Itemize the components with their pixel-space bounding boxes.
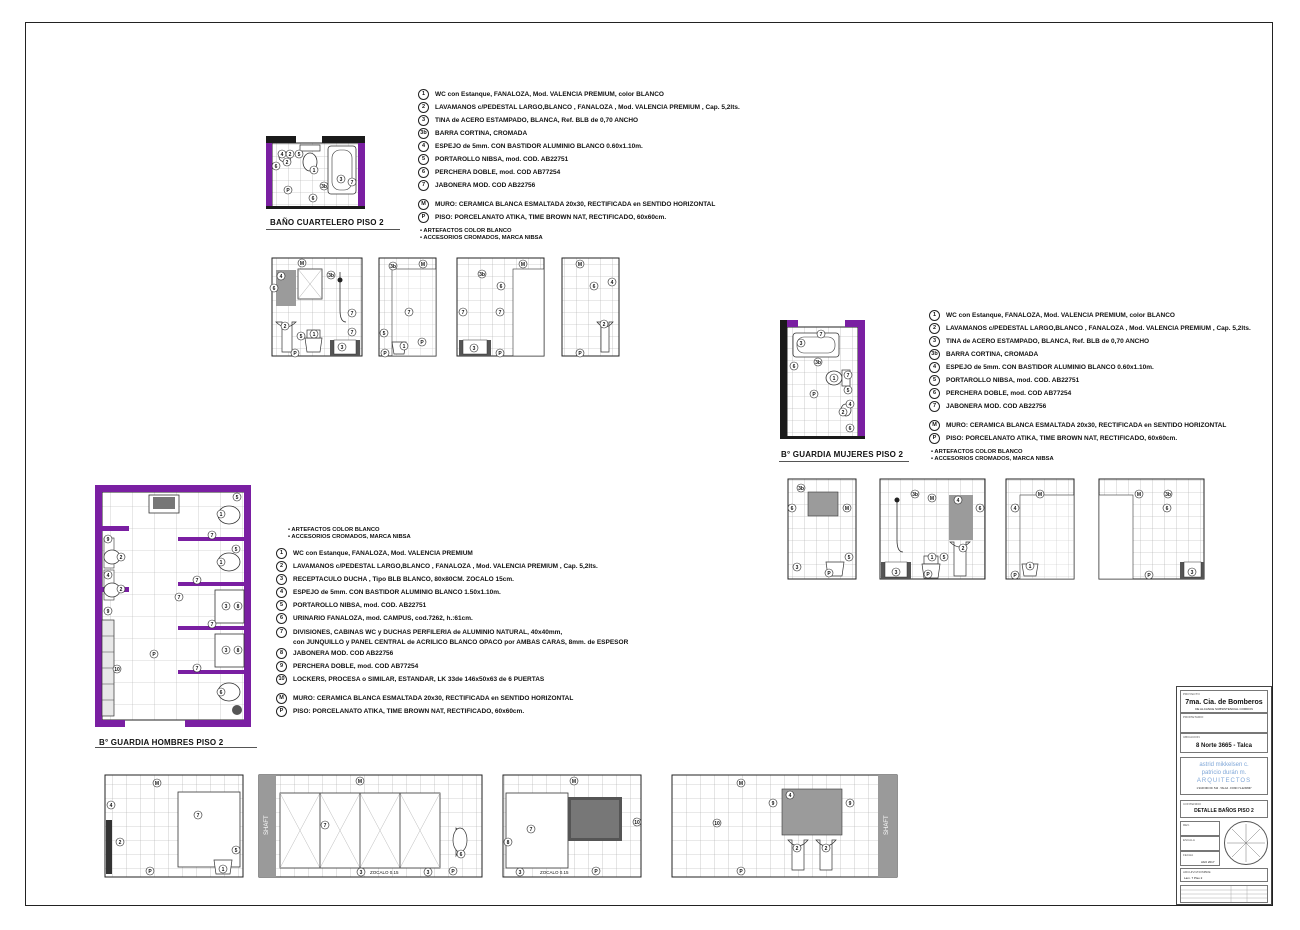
- svg-text:2: 2: [824, 846, 828, 852]
- svg-text:3: 3: [224, 604, 228, 610]
- svg-text:7: 7: [819, 332, 823, 338]
- architects-cell: [1180, 757, 1268, 795]
- svg-text:1: 1: [930, 555, 934, 561]
- zocalo-label: ZOCALO 0.15: [540, 870, 569, 875]
- svg-text:P: P: [739, 869, 743, 875]
- svg-text:P: P: [1013, 573, 1017, 579]
- svg-text:6: 6: [592, 284, 596, 290]
- svg-text:1: 1: [312, 332, 316, 338]
- svg-text:7: 7: [407, 310, 411, 316]
- svg-text:6: 6: [459, 852, 463, 858]
- legend-item: 7 JABONERA MOD. COD AB22756: [418, 179, 740, 192]
- svg-text:2: 2: [283, 324, 287, 330]
- svg-text:5: 5: [234, 848, 238, 854]
- address: 8 Norte 3665 - Talca: [1196, 743, 1252, 749]
- svg-text:9: 9: [848, 801, 852, 807]
- shaft-label: SHAFT: [264, 815, 270, 835]
- svg-text:P: P: [451, 869, 455, 875]
- owner-cell: PROPIETARIO: [1180, 713, 1268, 733]
- legend-item: 9 PERCHERA DOBLE, mod. COD AB77254: [276, 660, 628, 673]
- legend-item: 3b BARRA CORTINA, CROMADA: [418, 127, 740, 140]
- svg-text:3b: 3b: [390, 264, 396, 270]
- svg-text:6: 6: [499, 284, 503, 290]
- svg-text:9: 9: [106, 537, 110, 543]
- legend-cuartelero: [418, 88, 740, 242]
- architects-label: ARQUITECTOS: [1196, 778, 1252, 784]
- legend-item: 5 PORTAROLLO NIBSA, mod. COD. AB22751: [929, 374, 1251, 387]
- svg-text:2: 2: [119, 555, 123, 561]
- svg-text:P: P: [420, 340, 424, 346]
- title-underline: [779, 461, 909, 462]
- svg-text:M: M: [299, 261, 305, 267]
- note: • ACCESORIOS CROMADOS, MARCA NIBSA: [420, 235, 543, 241]
- svg-text:10: 10: [714, 821, 720, 827]
- compass-seal: [1224, 821, 1268, 865]
- legend-item: 2 LAVAMANOS c/PEDESTAL LARGO,BLANCO , FANALOZA , Mod. VALENCIA PREMIUM , Cap. 5,2lts.: [418, 101, 740, 114]
- svg-text:5: 5: [382, 331, 386, 337]
- svg-text:P: P: [1147, 573, 1151, 579]
- svg-text:3b: 3b: [815, 360, 821, 366]
- revisions-grid: [1181, 886, 1267, 902]
- finish-item: M MURO: CERAMICA BLANCA ESMALTADA 20x30, RECTIFICADA en SENTIDO HORIZONTAL: [929, 419, 1251, 432]
- svg-text:3: 3: [339, 177, 343, 183]
- svg-text:P: P: [293, 351, 297, 357]
- svg-text:7: 7: [529, 827, 533, 833]
- svg-text:7: 7: [323, 823, 327, 829]
- project-cell: PROYECTO 7ma. Cia. de Bomberos DE ALCANCE SUBSISTENCIAL CORDON: [1180, 690, 1268, 713]
- svg-text:1: 1: [1028, 564, 1032, 570]
- project-subtitle: DE ALCANCE SUBSISTENCIAL CORDON: [1195, 707, 1253, 711]
- svg-text:M: M: [1037, 492, 1043, 498]
- legend-item: 3b BARRA CORTINA, CROMADA: [929, 348, 1251, 361]
- svg-text:7: 7: [350, 330, 354, 336]
- svg-text:1: 1: [221, 867, 225, 873]
- note: • ACCESORIOS CROMADOS, MARCA NIBSA: [288, 534, 411, 540]
- legend-item: 4 ESPEJO de 5mm. CON BASTIDOR ALUMINIO BLANCO 0.60x1.10m.: [929, 361, 1251, 374]
- legend-item: 10 LOCKERS, PROCESA o SIMILAR, ESTANDAR, LK 33de 146x50x63 de 6 PUERTAS: [276, 673, 628, 686]
- svg-text:6: 6: [848, 426, 852, 432]
- svg-text:P: P: [286, 188, 290, 194]
- svg-text:4: 4: [956, 498, 960, 504]
- svg-text:M: M: [520, 262, 526, 268]
- revisions-table: [1180, 885, 1268, 903]
- legend-item: 1 WC con Estanque, FANALOZA, Mod. VALENCIA PREMIUM: [276, 547, 628, 560]
- svg-text:P: P: [594, 869, 598, 875]
- svg-text:3: 3: [894, 570, 898, 576]
- svg-text:P: P: [578, 351, 582, 357]
- svg-text:3: 3: [426, 870, 430, 876]
- svg-text:4: 4: [610, 280, 614, 286]
- legend-item: 1 WC con Estanque, FANALOZA, Mod. VALENCIA PREMIUM, color BLANCO: [929, 309, 1251, 322]
- svg-text:7: 7: [350, 311, 354, 317]
- svg-text:1: 1: [832, 376, 836, 382]
- legend-item: 6 URINARIO FANALOZA, mod. CAMPUS, cod.7262, h.:61cm.: [276, 612, 628, 625]
- plan-title-cuartelero: BAÑO CUARTELERO PISO 2: [270, 218, 384, 227]
- legend-item: 1 WC con Estanque, FANALOZA, Mod. VALENCIA PREMIUM, color BLANCO: [418, 88, 740, 101]
- svg-text:3: 3: [472, 346, 476, 352]
- svg-text:P: P: [148, 869, 152, 875]
- legend-item: 6 PERCHERA DOBLE, mod. COD AB77254: [418, 166, 740, 179]
- legend-item: 7 DIVISIONES, CABINAS WC y DUCHAS PERFILERIA de ALUMINIO NATURAL, 40x40mm,: [276, 627, 628, 638]
- legend-item-continuation: con JUNQUILLO y PANEL CENTRAL de ACRILICO BLANCO OPACO por AMBAS CARAS, 8mm. de ESPESOR: [293, 639, 629, 646]
- svg-text:P: P: [926, 572, 930, 578]
- svg-text:P: P: [383, 351, 387, 357]
- legend-item: 3 TINA de ACERO ESTAMPADO, BLANCA, Ref. BLB de 0,70 ANCHO: [418, 114, 740, 127]
- svg-text:2: 2: [961, 546, 965, 552]
- svg-text:M: M: [357, 779, 363, 785]
- svg-text:9: 9: [771, 801, 775, 807]
- finish-item: P PISO: PORCELANATO ATIKA, TIME BROWN NAT, RECTIFICADO, 60x60cm.: [276, 705, 628, 718]
- svg-text:5: 5: [299, 334, 303, 340]
- svg-text:5: 5: [297, 152, 301, 158]
- svg-text:1: 1: [312, 168, 316, 174]
- svg-text:5: 5: [942, 555, 946, 561]
- svg-text:10: 10: [114, 667, 120, 673]
- svg-text:6: 6: [792, 364, 796, 370]
- svg-text:7: 7: [846, 373, 850, 379]
- project-name: 7ma. Cia. de Bomberos: [1185, 699, 1263, 706]
- svg-text:3: 3: [224, 648, 228, 654]
- svg-text:4: 4: [109, 803, 113, 809]
- svg-text:2: 2: [795, 846, 799, 852]
- legend-item: 5 PORTAROLLO NIBSA, mod. COD. AB22751: [418, 153, 740, 166]
- svg-text:M: M: [844, 506, 850, 512]
- svg-text:P: P: [498, 351, 502, 357]
- svg-text:7: 7: [196, 813, 200, 819]
- svg-text:3b: 3b: [798, 486, 804, 492]
- svg-text:3b: 3b: [479, 272, 485, 278]
- legend-mujeres: [929, 309, 1251, 463]
- svg-text:M: M: [420, 262, 426, 268]
- svg-text:2: 2: [288, 152, 292, 158]
- svg-text:P: P: [827, 571, 831, 577]
- svg-text:M: M: [571, 779, 577, 785]
- svg-text:M: M: [154, 781, 160, 787]
- svg-text:7: 7: [350, 180, 354, 186]
- architect-name: patricio durán m.: [1201, 770, 1247, 776]
- svg-text:7: 7: [195, 578, 199, 584]
- legend-item: 2 LAVAMANOS c/PEDESTAL LARGO,BLANCO , FANALOZA , Mod. VALENCIA PREMIUM , Cap. 5,2lts.: [276, 560, 628, 573]
- date-value: Abril 2017: [1201, 860, 1215, 864]
- svg-text:3b: 3b: [328, 273, 334, 279]
- legend-hombres: [276, 527, 628, 718]
- svg-text:7: 7: [195, 666, 199, 672]
- legend-item: 2 LAVAMANOS c/PEDESTAL LARGO,BLANCO , FANALOZA , Mod. VALENCIA PREMIUM , Cap. 5,2lts.: [929, 322, 1251, 335]
- elevations-cuartelero: [272, 258, 619, 356]
- legend-item: 6 PERCHERA DOBLE, mod. COD AB77254: [929, 387, 1251, 400]
- svg-text:7: 7: [498, 310, 502, 316]
- svg-text:M: M: [577, 262, 583, 268]
- compass-lines: [1225, 822, 1267, 864]
- svg-text:6: 6: [272, 286, 276, 292]
- svg-text:4: 4: [106, 573, 110, 579]
- svg-text:6: 6: [219, 690, 223, 696]
- svg-text:6: 6: [1165, 506, 1169, 512]
- svg-text:M: M: [1136, 492, 1142, 498]
- svg-text:7: 7: [177, 595, 181, 601]
- svg-text:1: 1: [219, 512, 223, 518]
- finish-item: M MURO: CERAMICA BLANCA ESMALTADA 20x30, RECTIFICADA en SENTIDO HORIZONTAL: [276, 692, 628, 705]
- svg-text:6: 6: [790, 506, 794, 512]
- finish-item: P PISO: PORCELANATO ATIKA, TIME BROWN NAT, RECTIFICADO, 60x60cm.: [929, 432, 1251, 445]
- svg-text:4: 4: [848, 402, 852, 408]
- title-block: [1176, 686, 1272, 905]
- svg-text:2: 2: [841, 410, 845, 416]
- svg-text:1: 1: [402, 344, 406, 350]
- file-cell: ARCHIVO/NOMBRE Lam. 7 Piso 2: [1180, 868, 1268, 882]
- finish-item: P PISO: PORCELANATO ATIKA, TIME BROWN NAT, RECTIFICADO, 60x60cm.: [418, 211, 740, 224]
- legend-item: 7 JABONERA MOD. COD AB22756: [929, 400, 1251, 413]
- svg-text:1: 1: [219, 560, 223, 566]
- title-underline: [95, 747, 257, 748]
- svg-text:6: 6: [311, 196, 315, 202]
- scale-cell: ESCALA: [1180, 836, 1220, 851]
- zocalo-label: ZOCALO 0.15: [370, 870, 399, 875]
- svg-text:3: 3: [795, 565, 799, 571]
- legend-item: 4 ESPEJO de 5mm. CON BASTIDOR ALUMINIO BLANCO 1.50x1.10m.: [276, 586, 628, 599]
- note: • ARTEFACTOS COLOR BLANCO: [288, 527, 380, 533]
- legend-item: 5 PORTAROLLO NIBSA, mod. COD. AB22751: [276, 599, 628, 612]
- svg-text:3b: 3b: [912, 492, 918, 498]
- svg-text:3: 3: [359, 870, 363, 876]
- svg-text:2: 2: [118, 840, 122, 846]
- svg-text:4: 4: [280, 152, 284, 158]
- svg-text:M: M: [929, 496, 935, 502]
- title-underline: [266, 229, 400, 230]
- svg-text:7: 7: [461, 310, 465, 316]
- svg-text:5: 5: [234, 547, 238, 553]
- legend-item: 4 ESPEJO de 5mm. CON BASTIDOR ALUMINIO BLANCO 0.60x1.10m.: [418, 140, 740, 153]
- svg-text:8: 8: [236, 604, 240, 610]
- svg-text:5: 5: [235, 495, 239, 501]
- legend-item: 3 RECEPTACULO DUCHA , Tipo BLB BLANCO, 80x80CM. ZOCALO 15cm.: [276, 573, 628, 586]
- content-cell: CONTENIDO DETALLE BAÑOS PISO 2: [1180, 800, 1268, 818]
- svg-text:3b: 3b: [1165, 492, 1171, 498]
- svg-text:P: P: [152, 652, 156, 658]
- note: • ARTEFACTOS COLOR BLANCO: [420, 228, 512, 234]
- svg-text:10: 10: [634, 820, 640, 826]
- svg-text:6: 6: [274, 164, 278, 170]
- rev-cell: REV.: [1180, 821, 1220, 836]
- svg-text:2: 2: [119, 587, 123, 593]
- svg-text:8: 8: [506, 840, 510, 846]
- finish-item: M MURO: CERAMICA BLANCA ESMALTADA 20x30, RECTIFICADA en SENTIDO HORIZONTAL: [418, 198, 740, 211]
- sheet-title: DETALLE BAÑOS PISO 2: [1194, 808, 1254, 814]
- svg-text:4: 4: [788, 793, 792, 799]
- location-cell: UBICACION 8 Norte 3665 - Talca: [1180, 733, 1268, 753]
- plan-title-hombres: B° GUARDIA HOMBRES PISO 2: [99, 738, 224, 747]
- plan-title-mujeres: B° GUARDIA MUJERES PISO 2: [781, 450, 904, 459]
- svg-text:M: M: [738, 781, 744, 787]
- svg-text:5: 5: [847, 555, 851, 561]
- elevations-hombres: [105, 775, 897, 877]
- svg-text:2: 2: [285, 160, 289, 166]
- legend-item: 3 TINA de ACERO ESTAMPADO, BLANCA, Ref. BLB de 0,70 ANCHO: [929, 335, 1251, 348]
- svg-text:3: 3: [799, 341, 803, 347]
- svg-text:5: 5: [846, 388, 850, 394]
- legend-item: 8 JABONERA MOD. COD AB22756: [276, 647, 628, 660]
- svg-text:3: 3: [518, 870, 522, 876]
- svg-text:4: 4: [1013, 506, 1017, 512]
- architect-name: astrid mikkelsen c.: [1199, 762, 1249, 768]
- svg-text:7: 7: [210, 533, 214, 539]
- svg-text:3: 3: [340, 345, 344, 351]
- shaft-label: SHAFT: [884, 815, 890, 835]
- file-value: Lam. 7 Piso 2: [1184, 876, 1203, 880]
- svg-text:3b: 3b: [321, 184, 327, 190]
- svg-text:2: 2: [602, 322, 606, 328]
- svg-text:3: 3: [1190, 570, 1194, 576]
- note: • ACCESORIOS CROMADOS, MARCA NIBSA: [931, 456, 1054, 462]
- note: • ARTEFACTOS COLOR BLANCO: [931, 449, 1023, 455]
- date-cell: FECHA Abril 2017: [1180, 851, 1220, 866]
- svg-text:P: P: [812, 392, 816, 398]
- svg-text:8: 8: [236, 648, 240, 654]
- svg-text:9: 9: [106, 609, 110, 615]
- svg-text:7: 7: [210, 622, 214, 628]
- svg-text:6: 6: [978, 506, 982, 512]
- architects-contact: 1 SUR 690 OF. 510 · TALCA · FONO 71-2234567: [1196, 787, 1252, 790]
- svg-text:4: 4: [279, 274, 283, 280]
